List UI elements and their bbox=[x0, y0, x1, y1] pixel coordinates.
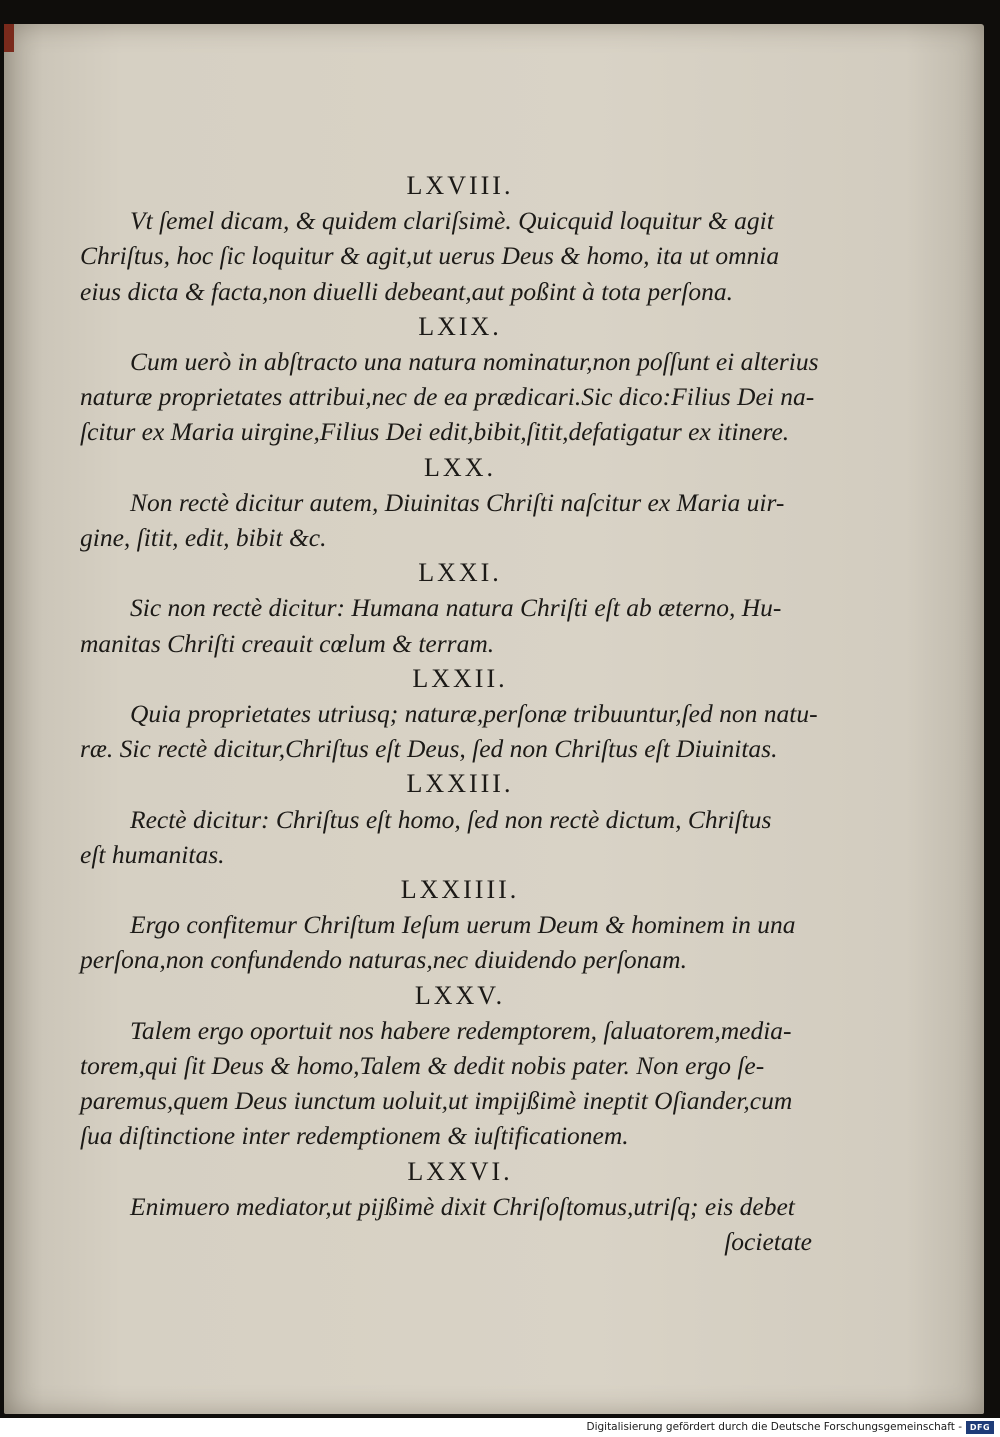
section-numeral-lxxi: LXXI. bbox=[418, 558, 502, 588]
text-line: Sic non rectè dicitur: Humana natura Chriſti eſt ab æterno, Hu- bbox=[130, 593, 782, 623]
section-numeral-lxxiii: LXXIII. bbox=[406, 769, 514, 799]
text-line: Ergo confitemur Chriſtum Ieſum uerum Deum & hominem in una bbox=[130, 910, 796, 940]
text-line: torem,qui ſit Deus & homo,Talem & dedit nobis pater. Non ergo ſe- bbox=[80, 1051, 765, 1081]
dfg-logo-icon: DFG bbox=[966, 1421, 994, 1434]
section-numeral-lxxvi: LXXVI. bbox=[407, 1156, 513, 1186]
section-numeral-lxxii: LXXII. bbox=[412, 663, 508, 693]
text-line: eſt humanitas. bbox=[80, 839, 225, 869]
text-line: Cum uerò in abſtracto una natura nominatur,non poſſunt ei alterius bbox=[130, 347, 819, 377]
section-numeral-lxxiiii: LXXIIII. bbox=[400, 875, 520, 905]
text-line: Talem ergo oportuit nos habere redemptorem, ſaluatorem,media- bbox=[130, 1015, 792, 1045]
text-line: ſua diſtinctione inter redemptionem & iuſtificationem. bbox=[80, 1121, 629, 1151]
text-line: ſcitur ex Maria uirgine,Filius Dei edit,bibit,ſitit,defatigatur ex itinere. bbox=[80, 417, 790, 447]
section-numeral-lxix: LXIX. bbox=[418, 311, 502, 341]
text-line: manitas Chriſti creauit cœlum & terram. bbox=[80, 628, 495, 658]
text-line: Chriſtus, hoc ſic loquitur & agit,ut uerus Deus & homo, ita ut omnia bbox=[80, 241, 780, 271]
funding-credit: Digitalisierung gefördert durch die Deutsche Forschungsgemeinschaft - bbox=[586, 1421, 962, 1433]
catchword: ſocietate bbox=[724, 1227, 812, 1257]
text-line: perſona,non confundendo naturas,nec diuidendo perſonam. bbox=[80, 945, 687, 975]
text-line: gine, ſitit, edit, bibit &c. bbox=[80, 523, 327, 553]
text-line: Rectè dicitur: Chriſtus eſt homo, ſed non rectè dictum, Chriſtus bbox=[130, 804, 772, 834]
text-line: Enimuero mediator,ut pijßimè dixit Chriſoſtomus,utriſq; eis debet bbox=[130, 1191, 795, 1221]
text-line: Quia proprietates utriusq; naturæ,perſonæ tribuuntur,ſed non natu- bbox=[130, 699, 818, 729]
text-line: Vt ſemel dicam, & quidem clariſsimè. Quicquid loquitur & agit bbox=[130, 206, 774, 236]
section-numeral-lxx: LXX. bbox=[424, 452, 496, 482]
page-text bbox=[80, 168, 820, 1259]
text-line: ræ. Sic rectè dicitur,Chriſtus eſt Deus, ſed non Chriſtus eſt Diuinitas. bbox=[80, 734, 778, 764]
text-line: paremus,quem Deus iunctum uoluit,ut impijßimè ineptit Oſiander,cum bbox=[80, 1086, 793, 1116]
section-numeral-lxxv: LXXV. bbox=[414, 980, 506, 1010]
binding-edge bbox=[4, 24, 14, 52]
section-numeral-lxviii: LXVIII. bbox=[406, 171, 514, 200]
text-line: eius dicta & facta,non diuelli debeant,aut poßint à tota perſona. bbox=[80, 276, 734, 306]
text-line: naturæ proprietates attribui,nec de ea prædicari.Sic dico:Filius Dei na- bbox=[80, 382, 815, 412]
footer-bar bbox=[0, 1418, 1000, 1437]
text-line: Non rectè dicitur autem, Diuinitas Chriſti naſcitur ex Maria uir- bbox=[130, 487, 785, 517]
